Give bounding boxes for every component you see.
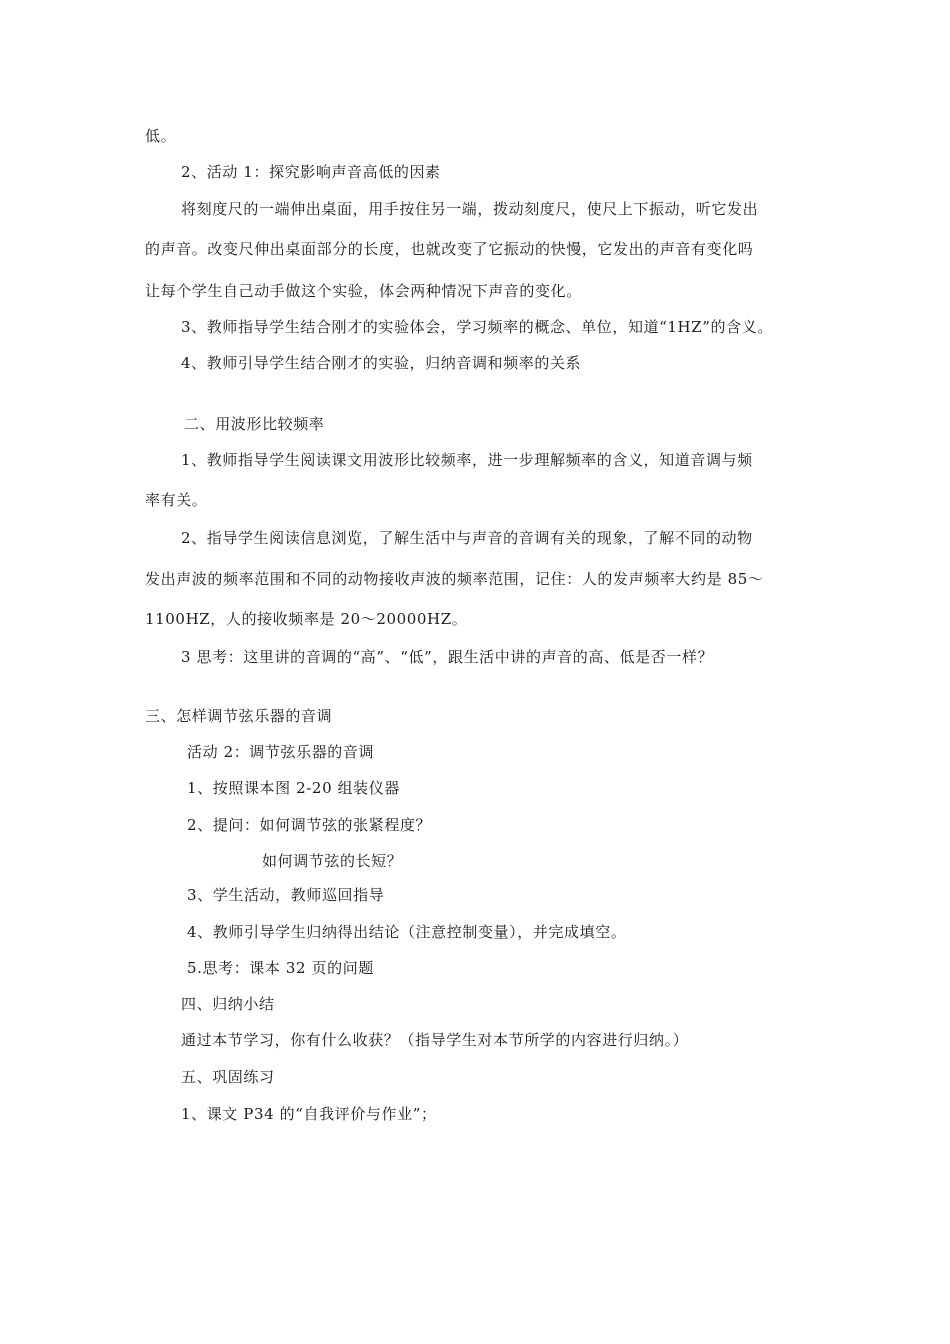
section-heading: 五、巩固练习 bbox=[181, 1068, 275, 1086]
paragraph-line: 3 思考：这里讲的音调的“高”、“低”，跟生活中讲的声音的高、低是否一样？ bbox=[181, 648, 714, 666]
paragraph-line: 低。 bbox=[145, 127, 177, 145]
paragraph-line: 2、活动 1：探究影响声音高低的因素 bbox=[181, 163, 441, 181]
paragraph-line: 活动 2：调节弦乐器的音调 bbox=[187, 743, 375, 761]
paragraph-line: 的声音。改变尺伸出桌面部分的长度，也就改变了它振动的快慢，它发出的声音有变化吗 bbox=[145, 240, 754, 258]
paragraph-line: 2、提问：如何调节弦的张紧程度？ bbox=[187, 816, 432, 834]
paragraph-line: 1、按照课本图 2-20 组装仪器 bbox=[187, 779, 400, 797]
paragraph-line: 将刻度尺的一端伸出桌面，用手按住另一端，拨动刻度尺，使尺上下振动，听它发出 bbox=[181, 200, 759, 218]
paragraph-line: 3、教师指导学生结合刚才的实验体会，学习频率的概念、单位，知道“1HZ”的含义。 bbox=[181, 318, 773, 336]
paragraph-line: 4、教师引导学生归纳得出结论（注意控制变量），并完成填空。 bbox=[187, 923, 627, 941]
paragraph-line: 2、指导学生阅读信息浏览，了解生活中与声音的音调有关的现象，了解不同的动物 bbox=[181, 529, 753, 547]
section-heading: 二、用波形比较频率 bbox=[184, 415, 325, 433]
paragraph-line: 4、教师引导学生结合刚才的实验，归纳音调和频率的关系 bbox=[181, 354, 582, 372]
paragraph-line: 发出声波的频率范围和不同的动物接收声波的频率范围，记住：人的发声频率大约是 85～ bbox=[145, 570, 764, 588]
paragraph-line: 1、课文 P34 的“自我评价与作业”； bbox=[181, 1105, 437, 1123]
paragraph-line: 3、学生活动，教师巡回指导 bbox=[187, 886, 385, 904]
paragraph-line: 5.思考：课本 32 页的问题 bbox=[187, 959, 374, 977]
paragraph-line: 如何调节弦的长短？ bbox=[262, 852, 403, 870]
section-heading: 四、归纳小结 bbox=[181, 995, 275, 1013]
paragraph-line: 率有关。 bbox=[145, 491, 208, 509]
paragraph-line: 让每个学生自己动手做这个实验，体会两种情况下声音的变化。 bbox=[145, 282, 582, 300]
paragraph-line: 1100HZ，人的接收频率是 20～20000HZ。 bbox=[145, 610, 468, 628]
paragraph-line: 通过本节学习，你有什么收获？（指导学生对本节所学的内容进行归纳。） bbox=[181, 1031, 689, 1049]
section-heading: 三、怎样调节弦乐器的音调 bbox=[145, 707, 333, 725]
paragraph-line: 1、教师指导学生阅读课文用波形比较频率，进一步理解频率的含义，知道音调与频 bbox=[181, 451, 753, 469]
